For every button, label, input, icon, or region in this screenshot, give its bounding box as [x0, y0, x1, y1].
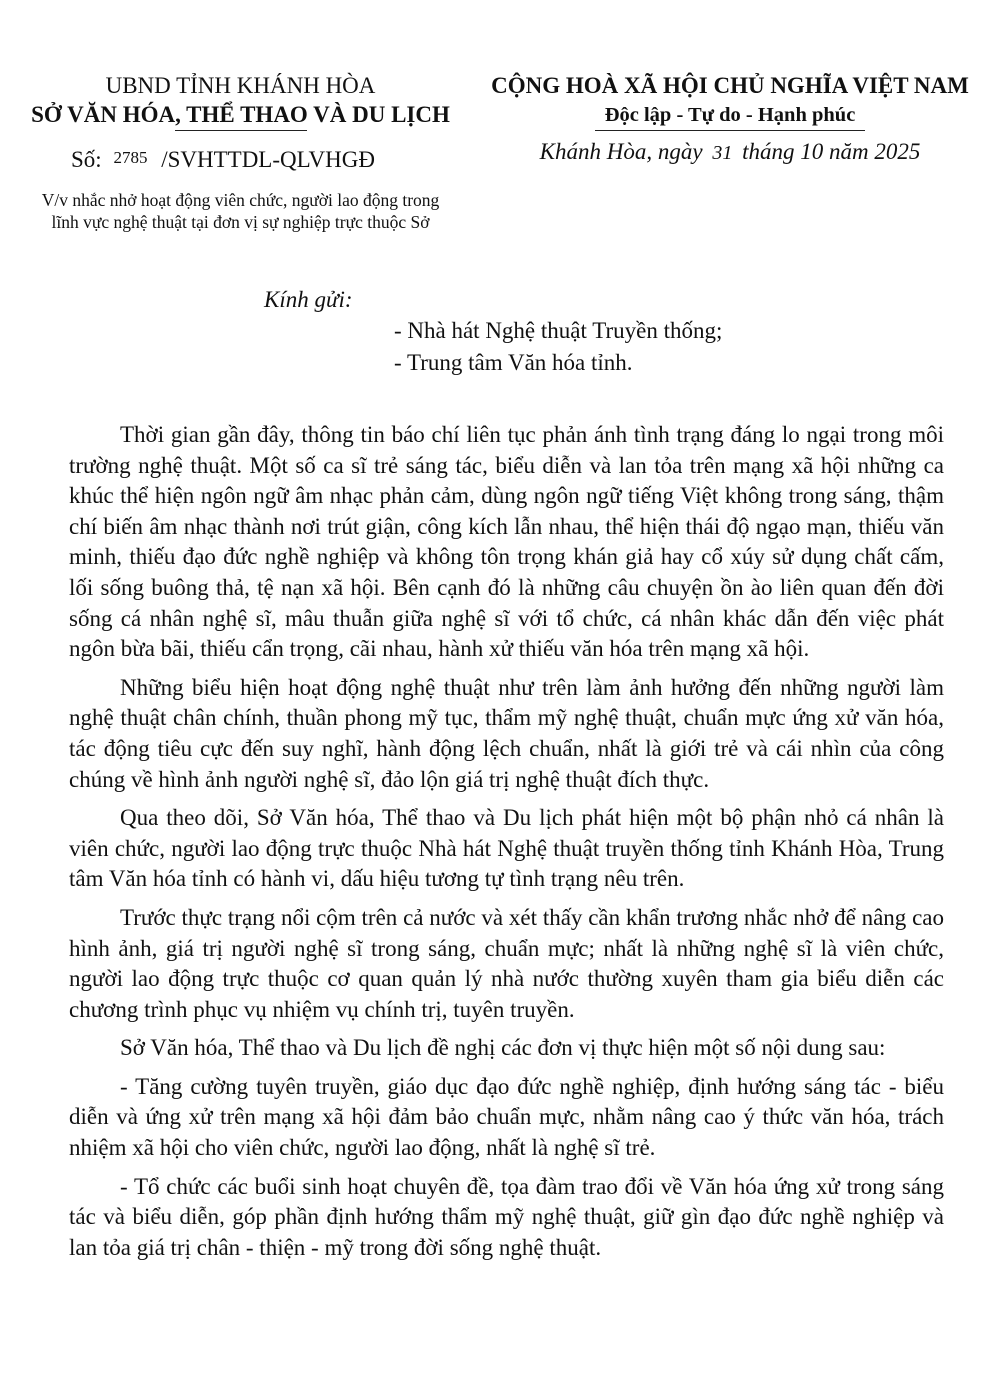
national-heading-block	[475, 72, 985, 168]
recipients-block	[264, 285, 722, 379]
doc-number-suffix: /SVHTTDL-QLVHGĐ	[161, 147, 375, 172]
motto-underline	[595, 130, 865, 131]
document-number	[8, 145, 473, 177]
date-day: 31	[712, 142, 733, 164]
date-prefix: Khánh Hòa, ngày	[539, 139, 703, 164]
parent-agency: UBND TỈNH KHÁNH HÒA	[105, 73, 376, 98]
subject-line: lĩnh vực nghệ thuật tại đơn vị sự nghiệp trực thuộc Sở	[51, 212, 430, 232]
subject-line: V/v nhắc nhở hoạt động viên chức, người lao động trong	[41, 190, 440, 210]
subject-summary	[8, 189, 473, 233]
department-name: SỞ VĂN HÓA, THỂ THAO VÀ DU LỊCH	[31, 102, 450, 127]
body-list-item: - Tăng cường tuyên truyền, giáo dục đạo đức nghề nghiệp, định hướng sáng tác - biểu diễn và ứng xử trên mạng xã hội đảm bảo chuẩn mực, nhằm nâng cao ý thức văn hóa, trách nhiệm xã hội cho viên chức, người lao động, nhất là nghệ sĩ trẻ.	[69, 1073, 944, 1161]
department-underline	[175, 130, 307, 131]
body-paragraph: Qua theo dõi, Sở Văn hóa, Thể thao và Du lịch phát hiện một bộ phận nhỏ cá nhân là viên chức, người lao động trực thuộc Nhà hát Nghệ thuật truyền thống tỉnh Khánh Hòa, Trung tâm Văn hóa tỉnh có hành vi, dấu hiệu tương tự tình trạng nêu trên.	[69, 805, 944, 892]
body-list-item: - Tổ chức các buổi sinh hoạt chuyên đề, tọa đàm trao đổi về Văn hóa ứng xử trong sáng tác và biểu diễn, góp phần định hướng thẩm mỹ nghệ thuật, giữ gìn đạo đức nghề nghiệp và lan tỏa giá trị chân - thiện - mỹ trong đời sống nghệ thuật.	[69, 1173, 944, 1260]
doc-number-value: 2785	[113, 148, 148, 167]
doc-number-prefix: Số:	[71, 147, 102, 172]
body-paragraph: Sở Văn hóa, Thể thao và Du lịch đề nghị các đơn vị thực hiện một số nội dung sau:	[120, 1035, 886, 1061]
recipient-item: - Nhà hát Nghệ thuật Truyền thống;	[394, 318, 723, 343]
issuing-agency-block	[8, 72, 473, 233]
national-motto: Độc lập - Tự do - Hạnh phúc	[604, 104, 856, 126]
letter-body	[69, 420, 944, 1271]
body-paragraph: Thời gian gần đây, thông tin báo chí liên tục phản ánh tình trạng đáng lo ngại trong môi trường nghệ thuật. Một số ca sĩ trẻ sáng tác, biểu diễn và lan tỏa trên mạng xã hội những ca khúc thể hiện ngôn ngữ âm nhạc phản cảm, dùng ngôn ngữ tiếng Việt không trong sáng, thậm chí biến âm nhạc thành nơi trút giận, công kích lẫn nhau, thể hiện thái độ ngạo mạn, thiếu văn minh, thiếu đạo đức nghề nghiệp và không tôn trọng khán giả hay cổ xúy sử dụng chất cấm, lối sống buông thả, tệ nạn xã hội. Bên cạnh đó là những câu chuyện ồn ào liên quan đến đời sống cá nhân nghệ sĩ, mâu thuẫn giữa nghệ sĩ với tổ chức, cá nhân khác dẫn đến việc phát ngôn bừa bãi, thiếu cẩn trọng, cãi nhau, hành xử thiếu văn hóa trên mạng xã hội.	[69, 422, 944, 662]
recipients-greeting: Kính gửi:	[264, 287, 353, 312]
body-paragraph: Trước thực trạng nổi cộm trên cả nước và xét thấy cần khẩn trương nhắc nhở để nâng cao hình ảnh, giá trị người nghệ sĩ trong sáng, chuẩn mực; nhất là những nghệ sĩ là viên chức, người lao động trực thuộc cơ quan quản lý nhà nước thường xuyên tham gia biểu diễn các chương trình phục vụ nhiệm vụ chính trị, tuyên truyền.	[69, 904, 944, 1022]
date-suffix: tháng 10 năm 2025	[742, 139, 921, 164]
place-and-date	[475, 137, 985, 168]
recipients-list	[264, 315, 722, 379]
body-paragraph: Những biểu hiện hoạt động nghệ thuật như trên làm ảnh hưởng đến những người làm nghệ thuật chân chính, thuần phong mỹ tục, thẩm mỹ nghệ thuật, chuẩn mực ứng xử văn hóa, tác động tiêu cực đến suy nghĩ, hành động lệch chuẩn, nhất là giới trẻ và cái nhìn của công chúng về hình ảnh người nghệ sĩ, đảo lộn giá trị nghệ thuật đích thực.	[69, 674, 944, 792]
republic-title: CỘNG HOÀ XÃ HỘI CHỦ NGHĨA VIỆT NAM	[491, 73, 969, 98]
recipient-item: - Trung tâm Văn hóa tỉnh.	[394, 350, 633, 375]
